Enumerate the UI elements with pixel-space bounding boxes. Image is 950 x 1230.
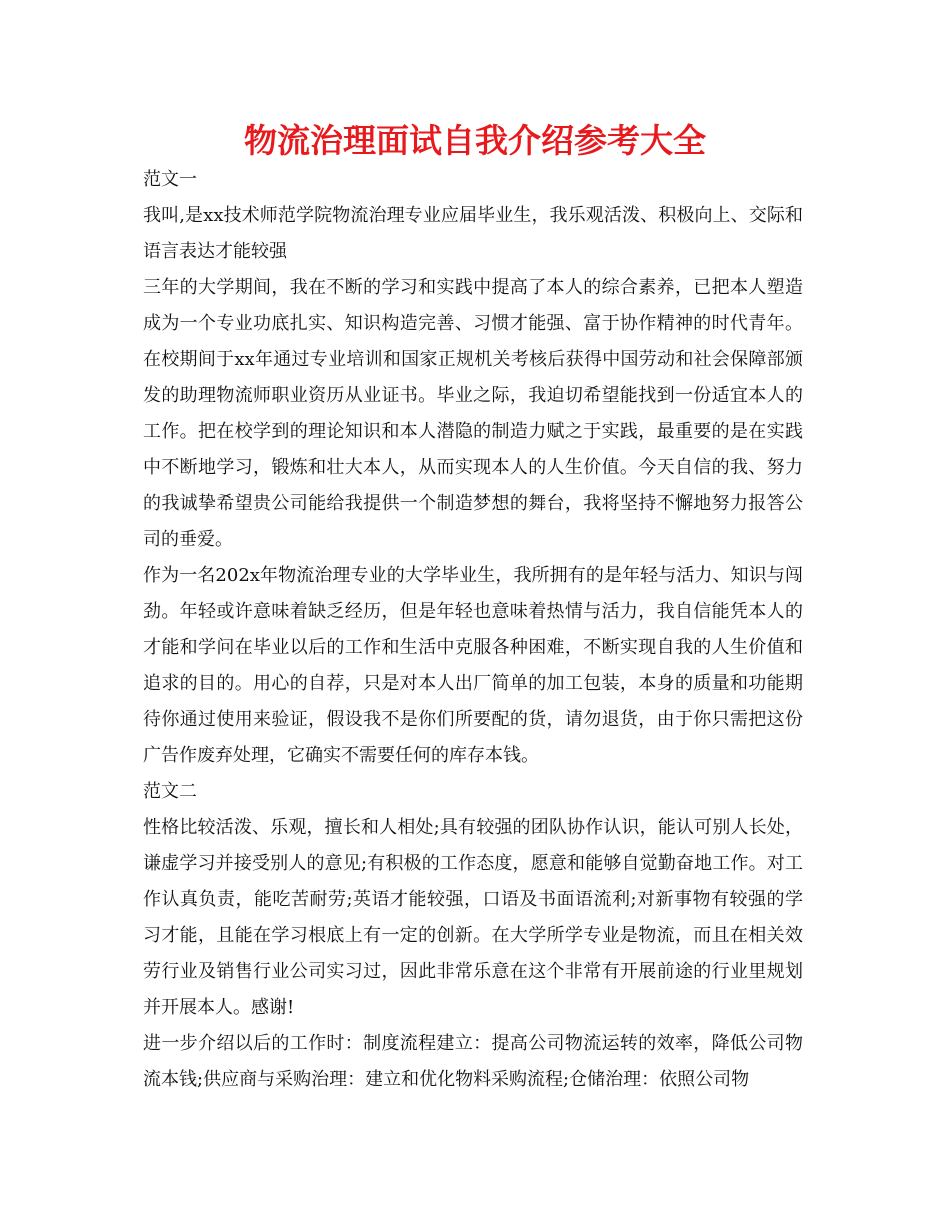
paragraph: 作为一名202x年物流治理专业的大学毕业生，我所拥有的是年轻与活力、知识与闯劲。年轻或许意味着缺乏经历，但是年轻也意味着热情与活力，我自信能凭本人的才能和学问在毕业以后的工作和生活中克服各种困难，不断实现自我的人生价值和追求的目的。用心的自荐，只是对本人出厂简单的加工包装，本身的质量和功能期待你通过使用来验证，假设我不是你们所要配的货，请勿退货，由于你只需把这份广告作废弃处理，它确实不需要任何的库存本钱。 [143, 565, 803, 766]
section-heading-2: 范文二 [143, 781, 197, 802]
document-body [143, 162, 803, 1098]
paragraph: 三年的大学期间，我在不断的学习和实践中提高了本人的综合素养，已把本人塑造成为一个专业功底扎实、知识构造完善、习惯才能强、富于协作精神的时代青年。在校期间于xx年通过专业培训和国家正规机关考核后获得中国劳动和社会保障部颁发的助理物流师职业资历从业证书。毕业之际，我迫切希望能找到一份适宜本人的工作。把在校学到的理论知识和本人潜隐的制造力赋之于实践，最重要的是在实践中不断地学习，锻炼和壮大本人，从而实现本人的人生价值。今天自信的我、努力的我诚挚希望贵公司能给我提供一个制造梦想的舞台，我将坚持不懈地努力报答公司的垂爱。 [143, 277, 803, 550]
paragraph: 我叫,是xx技术师范学院物流治理专业应届毕业生，我乐观活泼、积极向上、交际和语言表达才能较强 [143, 205, 803, 262]
document-title: 物流治理面试自我介绍参考大全 [244, 121, 706, 160]
paragraph: 性格比较活泼、乐观，擅长和人相处;具有较强的团队协作认识，能认可别人长处，谦虚学习并接受别人的意见;有积极的工作态度，愿意和能够自觉勤奋地工作。对工作认真负责，能吃苦耐劳;英语才能较强，口语及书面语流利;对新事物有较强的学习才能，且能在学习根底上有一定的创新。在大学所学专业是物流，而且在相关效劳行业及销售行业公司实习过，因此非常乐意在这个非常有开展前途的行业里规划并开展本人。感谢! [143, 817, 803, 1018]
paragraph: 进一步介绍以后的工作时：制度流程建立：提高公司物流运转的效率，降低公司物流本钱;供应商与采购治理：建立和优化物料采购流程;仓储治理：依照公司物 [143, 1033, 803, 1090]
section-heading-1: 范文一 [143, 169, 197, 190]
